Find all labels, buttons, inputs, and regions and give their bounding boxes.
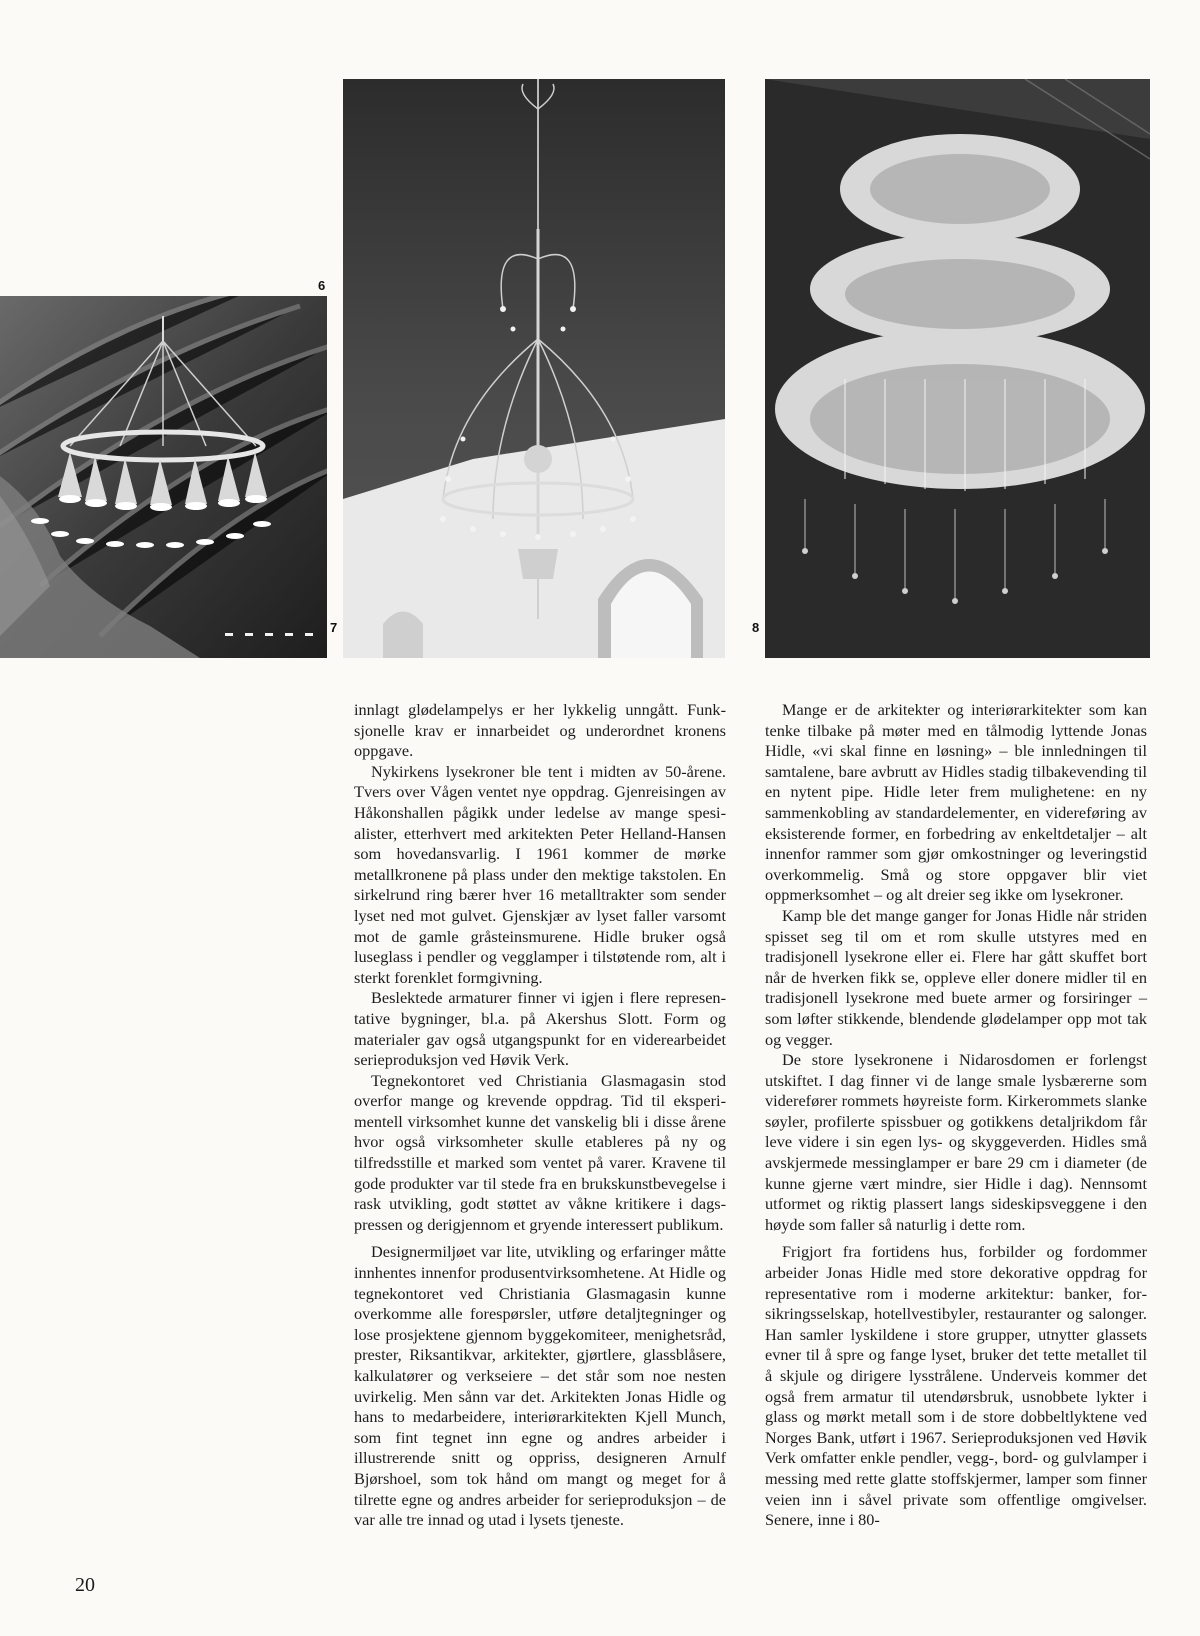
figure-6-number: 6 [318,278,326,293]
figure-8-image [765,79,1150,658]
text-column-left [354,700,726,1531]
paragraph: Designermiljøet var lite, utvikling og erfaringer måtte innhentes innenfor produsentvirksomhetene. At Hidle og tegnekontoret ved Christiania Glasmagasin kunne overkomme alle forespørsler, utføre detaljtegninger og lose prosjektene gjennom byggekomiteer, menighetsråd, prester, Riksantikvar, arkitekter, gjørtlere, glassblåsere, kalkulatører og verkseiere – det står som noe nesten uvirkelig. Men sånn var det. Arkitekten Jonas Hidle og hans to medarbeidere, interiørarkitekten Kjell Munch, som fint tegnet inn egne og andres arbeider i illustrerende snitt og oppriss, designeren Arnulf Bjørshoel, som tok hånd om mangt og meget for å tilrette egne og andres arbeider for serieproduksjon – de var alle tre innad og utad i lysets tjeneste. [354,1242,726,1530]
paragraph: Nykirkens lysekroner ble tent i midten av 50-årene. Tvers over Vågen ventet nye oppdrag. Gjenreisingen av Håkonshallen pågikk under ledelse av mange spesialister, etterhvert med arkitekten Peter Helland-Hansen som hovedansvarlig. I 1961 kommer de mørke metallkronene på plass under den mektige takstolen. En sirkelrund ring bærer hver 16 metalltrakter som sender lyset ned mot gulvet. Gjenskjær av lyset faller varsomt mot de gamle gråsteinsmurene. Hidle bruker også luseglass i pendler og vegglamper i tilstøtende rom, alt i sterkt forenklet formgivning. [354,761,726,987]
text-column-right [765,700,1147,1531]
figure-7-photo [343,79,725,658]
paragraph: Kamp ble det mange ganger for Jonas Hidle når striden spisset seg til om et rom skulle utstyres med en tradisjonell lysekrone eller ei. Flere har gått skuffet bort når de hverken fikk se, oppleve eller donere midler til en tradisjonell lysekrone med buete armer og forsiringer – som løfter stikkende, blendende glødelamper opp mot tak og vegger. [765,905,1147,1049]
page-number: 20 [75,1574,95,1596]
paragraph: Tegnekontoret ved Christiania Glasmagasin stod overfor mange og krevende oppdrag. Tid til eksperimentell virksomhet kunne det vanskelig bli i disse årene hvor også virksomheter skulle etableres på ny og tilfredsstille et marked som ventet på varer. Kravene til gode produkter var til stede fra en brukskunstbevegelse i rask utvikling, godt støttet av våkne kritikere i dagspressen og derigjennom et gryende interessert publikum. [354,1070,726,1234]
figure-6-photo [0,296,327,658]
paragraph: innlagt glødelampelys er her lykkelig unngått. Funksjonelle krav er innarbeidet og underordnet kronens oppgave. [354,700,726,761]
figure-7-number: 7 [330,620,338,635]
paragraph: Frigjort fra fortidens hus, forbilder og fordommer arbeider Jonas Hidle med store dekorative oppdrag for representative rom i moderne arkitektur: banker, forsikringsselskap, hotellvestibyler, restauranter og salonger. Han samler lyskildene i store grupper, utnytter glassets evner til å spre og fange lyset, bruker det tette metallet til å skjule og dirigere lysstrålene. Underveis kommer det også frem armatur til utendørsbruk, usnobbete lykter i glass og mørkt metall som i de store dobbeltlyktene ved Norges Bank, utført i 1967. Serieproduksjonen ved Høvik Verk omfatter enkle pendler, vegg-, bord- og gulvlamper i messing med rette glatte stoffskjermer, lamper som finner veien inn i såvel private som offentlige omgivelser. Senere, inne i 80- [765,1242,1147,1530]
figure-8-photo [765,79,1150,658]
paragraph: De store lysekronene i Nidarosdomen er forlengst utskiftet. I dag finner vi de lange smale lysbærerne som viderefører rommets høyreiste form. Kirkerommets slanke søyler, profilerte spissbuer og gotikkens detaljrikdom får leve videre i sin egen lys- og skyggeverden. Hidles små avskjermede messinglamper er bare 29 cm i diameter (de kunne gjerne vært mindre, sier Hidle i dag). Nennsomt utformet og riktig plassert langs sideskipsveggene i den høyde som faller så naturlig i dette rom. [765,1050,1147,1234]
figure-7-image [343,79,725,658]
figure-8-number: 8 [752,620,760,635]
figure-6-image [0,296,327,658]
paragraph: Mange er de arkitekter og interiørarkitekter som kan tenke tilbake på møter med en tålmodig lyttende Jonas Hidle, «vi skal finne en løsning» – ble innledningen til samtalene, bare avbrutt av Hidles stadig tilbakevending til en nytent pipe. Hidle leter frem mulighetene: en ny sammenkobling av standardelementer, en videreføring av eksisterende former, en forbedring av enkeltdetaljer – alt innenfor rammer som gjør omkostninger og leveringstid overkommelig. Små og store oppgaver blir viet oppmerksomhet – og alt dreier seg ikke om lysekroner. [765,700,1147,905]
paragraph: Beslektede armaturer finner vi igjen i flere representative bygninger, bl.a. på Akershus Slott. Form og materialer gav også utgangspunkt for en viderearbeidet serieproduksjon ved Høvik Verk. [354,988,726,1070]
